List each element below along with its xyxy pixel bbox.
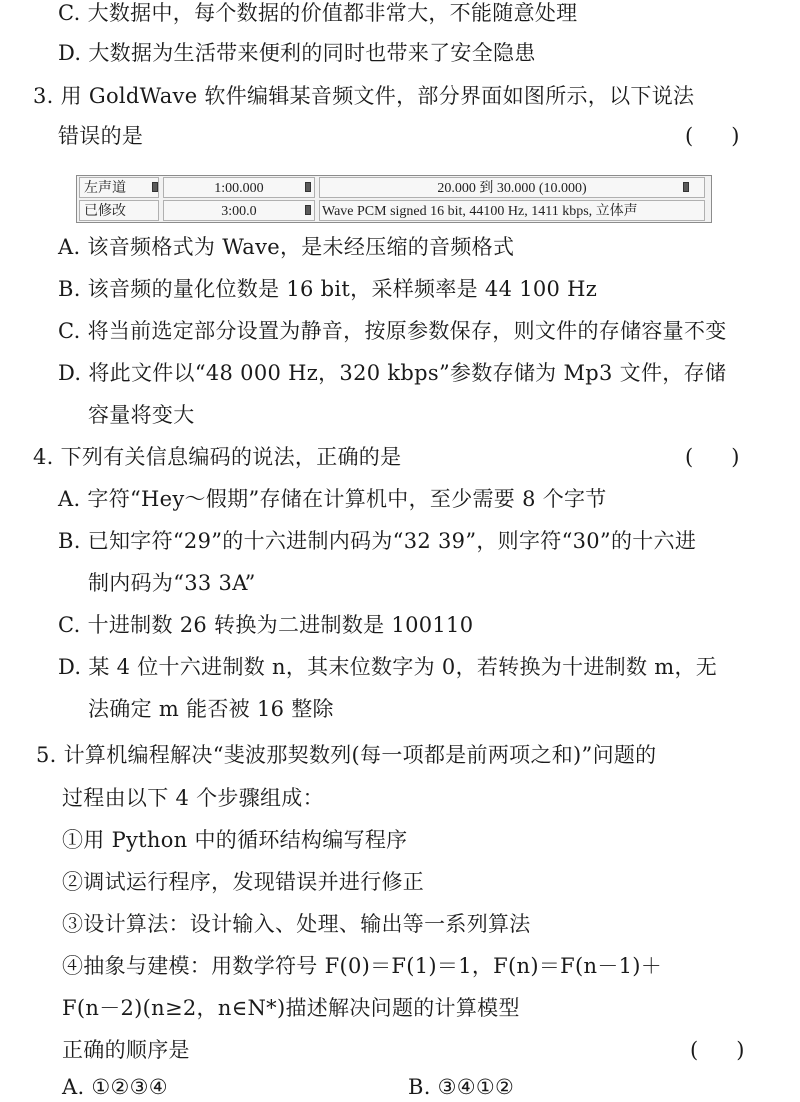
q3-option-d-line1: D. 将此文件以“48 000 Hz，320 kbps”参数存储为 Mp3 文件，存储	[58, 361, 727, 385]
q4-stem: 4. 下列有关信息编码的说法，正确的是	[33, 445, 402, 469]
status-cell	[79, 200, 159, 221]
length-value: 1:00.000	[214, 181, 264, 196]
paren-close: )	[731, 445, 740, 469]
paren-open: (	[685, 445, 694, 469]
selection-range: 20.000 到 30.000 (10.000)	[437, 181, 587, 196]
channel-marker-icon	[152, 182, 158, 192]
q4-answer-parens	[685, 442, 739, 472]
q4-option-b-line2: 制内码为“33 3A”	[88, 571, 256, 595]
q4-option-c: C. 十进制数 26 转换为二进制数是 100110	[58, 613, 474, 637]
duration-marker-icon	[305, 205, 311, 215]
duration-cell	[163, 200, 315, 221]
q5-option-a: A. ①②③④	[62, 1075, 168, 1099]
q5-step-3: ③设计算法：设计输入、处理、输出等一系列算法	[62, 912, 531, 936]
q3-option-d-line2: 容量将变大	[88, 403, 195, 427]
q5-answer-parens	[690, 1035, 744, 1065]
q2-option-d: D. 大数据为生活带来便利的同时也带来了安全隐患	[58, 41, 536, 65]
selection-cell	[319, 177, 705, 198]
q5-stem-line1: 5. 计算机编程解决“斐波那契数列(每一项都是前两项之和)”问题的	[36, 743, 657, 767]
q4-option-d-line2: 法确定 m 能否被 16 整除	[88, 697, 334, 721]
paren-open: (	[685, 124, 694, 148]
format-info: Wave PCM signed 16 bit, 44100 Hz, 1411 kbps, 立体声	[322, 204, 638, 219]
selection-marker-icon	[683, 182, 689, 192]
q3-answer-parens	[685, 121, 739, 151]
q5-stem-line2: 过程由以下 4 个步骤组成：	[62, 786, 324, 810]
format-cell	[319, 200, 705, 221]
channel-cell	[79, 177, 159, 198]
q3-stem-line2: 错误的是	[58, 124, 144, 148]
q4-option-d-line1: D. 某 4 位十六进制数 n，其末位数字为 0，若转换为十进制数 m，无	[58, 655, 718, 679]
q3-option-a: A. 该音频格式为 Wave，是未经压缩的音频格式	[58, 235, 515, 259]
q5-step-2: ②调试运行程序，发现错误并进行修正	[62, 870, 425, 894]
q3-option-c: C. 将当前选定部分设置为静音，按原参数保存，则文件的存储容量不变	[58, 319, 727, 343]
status-row-2	[77, 200, 711, 222]
q5-option-b: B. ③④①②	[408, 1075, 515, 1099]
q5-step-1: ①用 Python 中的循环结构编写程序	[62, 828, 408, 852]
q3-stem-line1: 3. 用 GoldWave 软件编辑某音频文件，部分界面如图所示，以下说法	[33, 84, 695, 108]
modified-status: 已修改	[84, 204, 126, 219]
q5-step-4-line2: F(n－2)(n≥2，n∈N*)描述解决问题的计算模型	[62, 996, 520, 1020]
channel-label: 左声道	[84, 181, 126, 196]
q2-option-c: C. 大数据中，每个数据的价值都非常大，不能随意处理	[58, 1, 578, 25]
q3-option-b: B. 该音频的量化位数是 16 bit，采样频率是 44 100 Hz	[58, 277, 598, 301]
q4-option-b-line1: B. 已知字符“29”的十六进制内码为“32 39”，则字符“30”的十六进	[58, 529, 697, 553]
q4-option-a: A. 字符“Hey～假期”存储在计算机中，至少需要 8 个字节	[58, 487, 607, 511]
q5-order-prompt: 正确的顺序是	[62, 1038, 190, 1062]
length-marker-icon	[305, 182, 311, 192]
status-row-1	[77, 177, 711, 199]
duration-value: 3:00.0	[221, 204, 257, 219]
length-cell	[163, 177, 315, 198]
q5-step-4-line1: ④抽象与建模：用数学符号 F(0)＝F(1)＝1，F(n)＝F(n－1)＋	[62, 954, 663, 978]
goldwave-status-bar	[76, 175, 712, 223]
paren-open: (	[690, 1038, 699, 1062]
paren-close: )	[731, 124, 740, 148]
paren-close: )	[736, 1038, 745, 1062]
